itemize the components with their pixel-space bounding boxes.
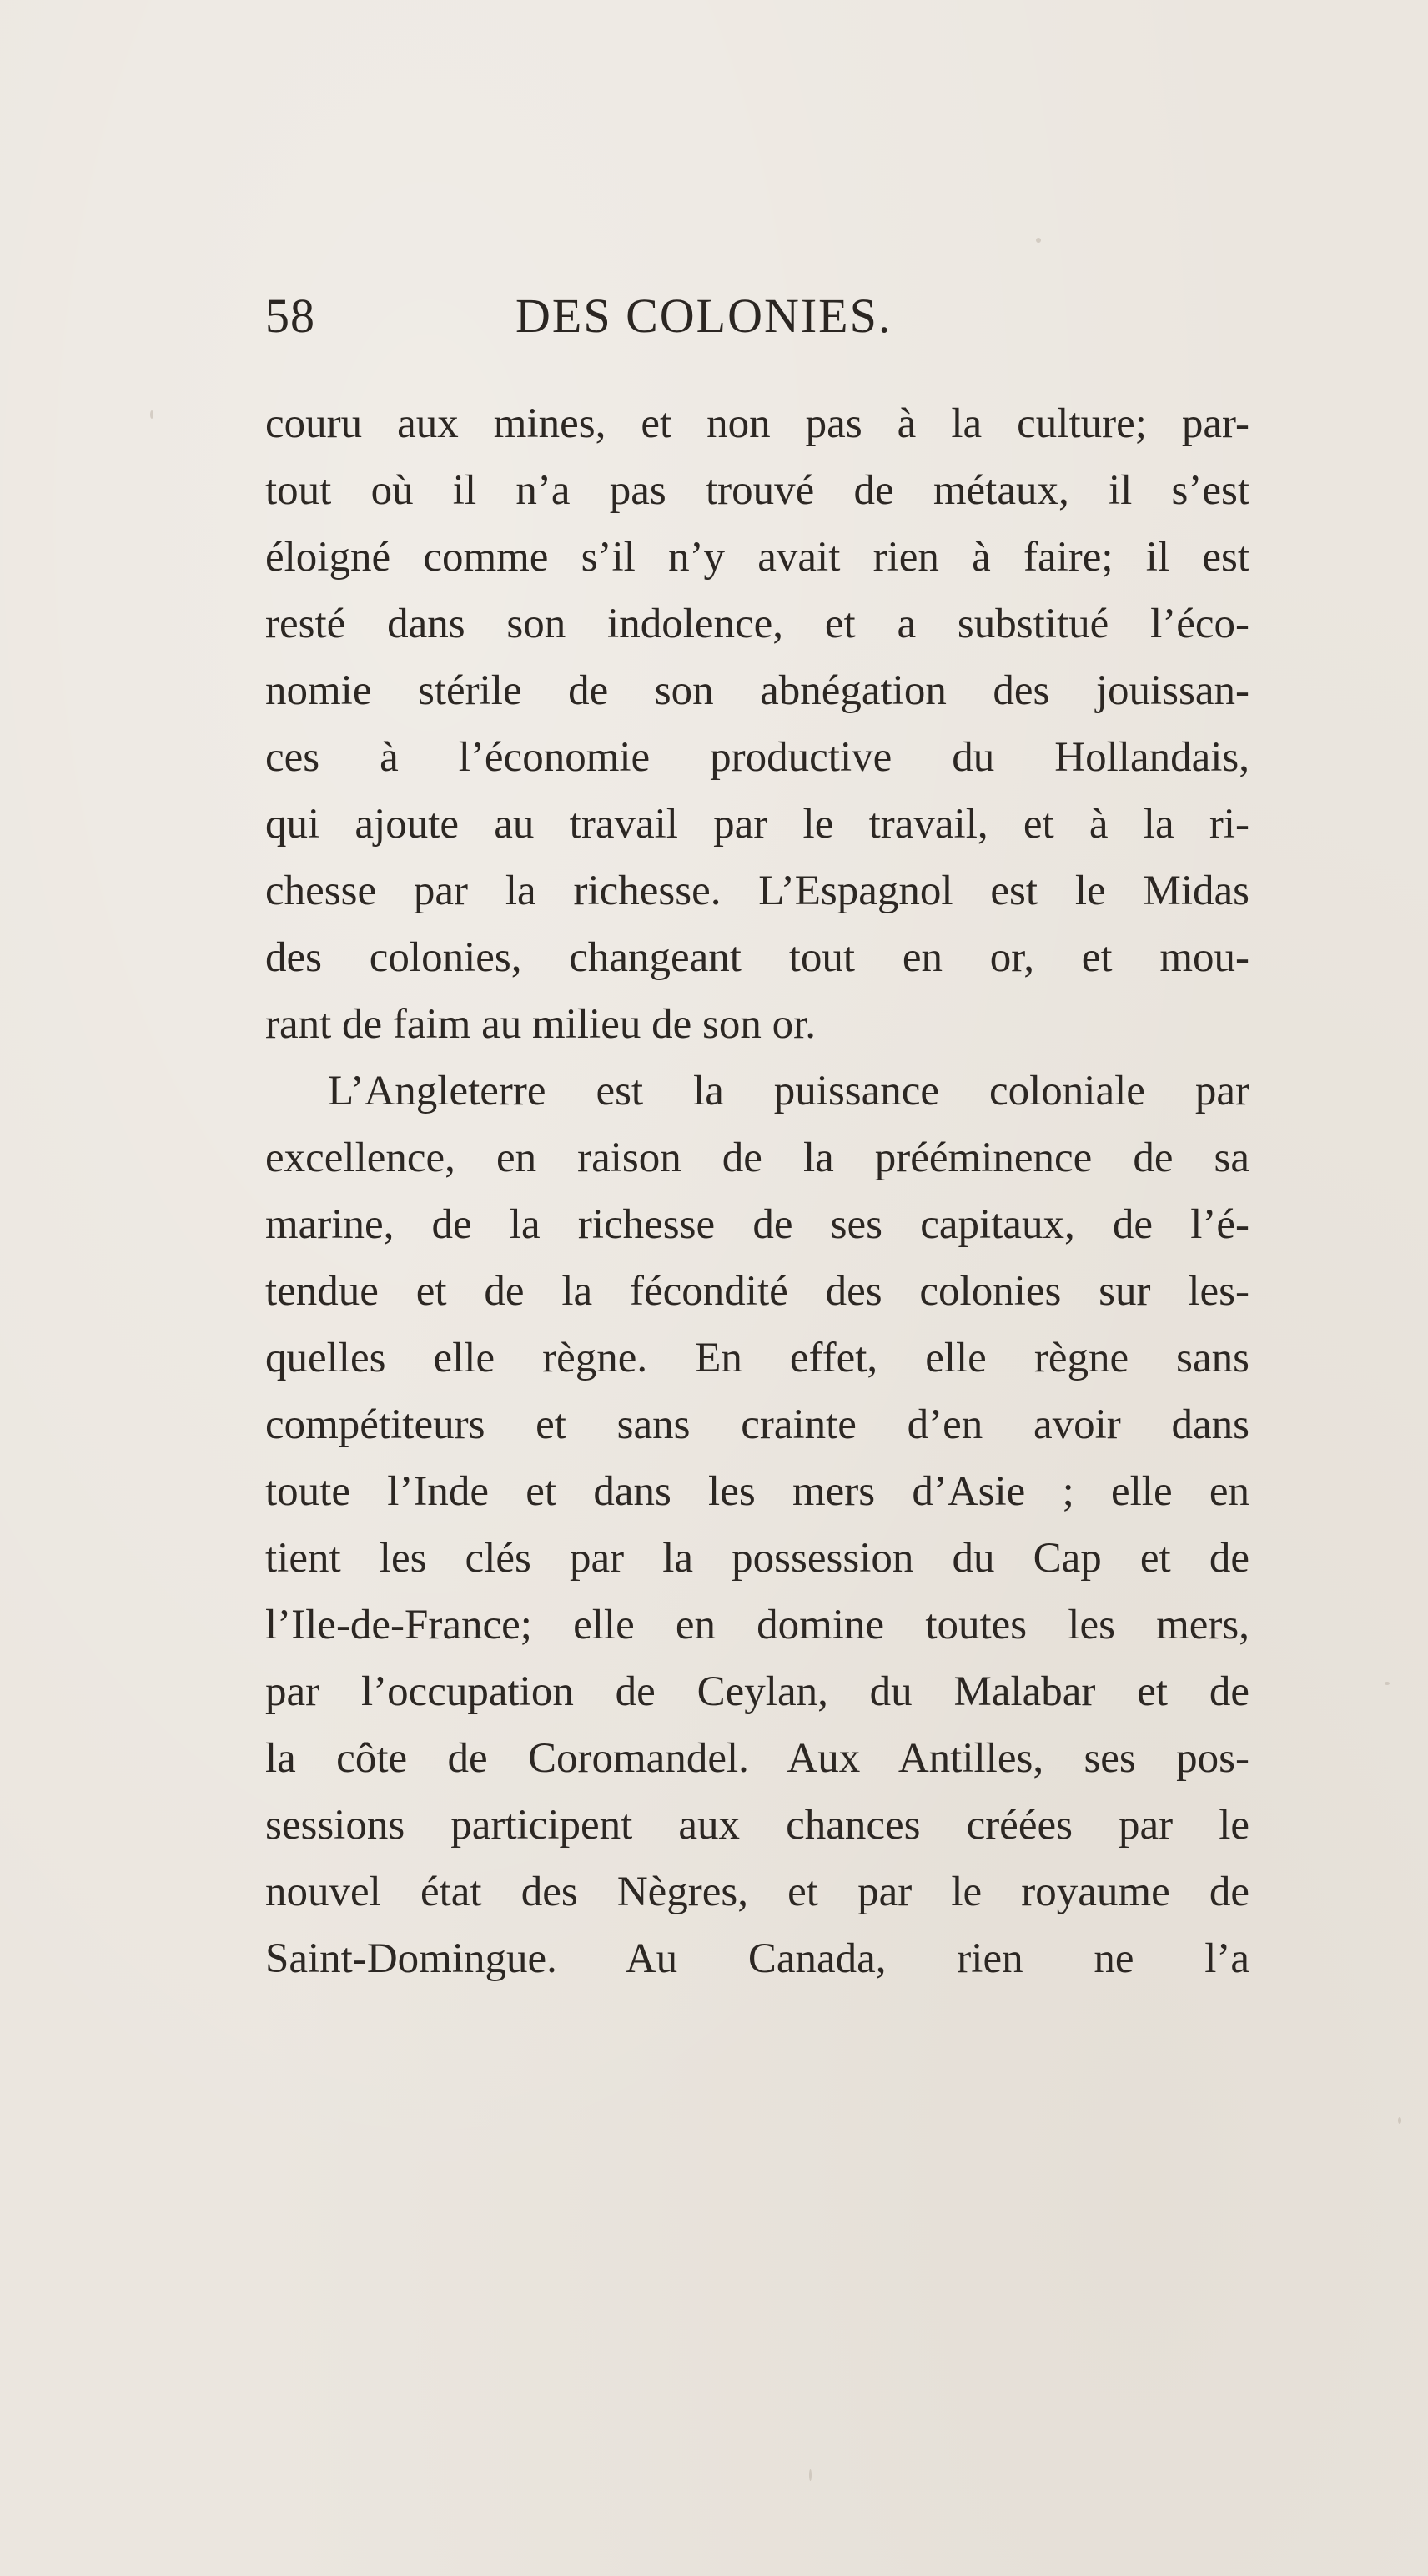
text-line: compétiteurs et sans crainte d’en avoir dans [265,1401,1250,1448]
text-line: couru aux mines, et non pas à la culture; par- [265,400,1250,447]
text-line: nomie stérile de son abnégation des jouissan- [265,667,1250,714]
text-line: rant de faim au milieu de son or. [265,1001,816,1048]
text-line: resté dans son indolence, et a substitué l’éco- [265,601,1250,647]
text-line: éloigné comme s’il n’y avait rien à faire; il est [265,534,1250,581]
paper-speck [150,410,153,419]
text-line: des colonies, changeant tout en or, et mou- [265,934,1250,981]
text-line: quelles elle règne. En effet, elle règne sans [265,1335,1250,1381]
body-text [265,390,1250,1992]
text-line: ces à l’économie productive du Hollandais, [265,734,1250,781]
paper-speck [809,2469,812,2481]
page-number: 58 [265,289,315,343]
text-line: qui ajoute au travail par le travail, et à la ri- [265,801,1250,848]
text-line: par l’occupation de Ceylan, du Malabar et de [265,1668,1250,1715]
text-line: chesse par la richesse. L’Espagnol est le Midas [265,868,1250,914]
paper-speck [1385,1682,1390,1685]
text-line: L’Angleterre est la puissance coloniale par [328,1068,1250,1114]
paragraph-1 [265,390,1250,1058]
text-line: la côte de Coromandel. Aux Antilles, ses pos- [265,1735,1250,1782]
text-line: l’Ile-de-France; elle en domine toutes les mers, [265,1602,1250,1648]
text-line: toute l’Inde et dans les mers d’Asie ; elle en [265,1468,1250,1515]
text-line: Saint-Domingue. Au Canada, rien ne l’a [265,1935,1250,1982]
paper-speck [1398,2117,1401,2124]
page-header [265,288,1250,355]
paragraph-2 [265,1058,1250,1992]
text-line: tendue et de la fécondité des colonies sur les- [265,1268,1250,1315]
text-line: sessions participent aux chances créées par le [265,1802,1250,1849]
text-line: tout où il n’a pas trouvé de métaux, il s’est [265,467,1250,514]
running-title: DES COLONIES. [515,289,892,343]
text-line: nouvel état des Nègres, et par le royaume de [265,1869,1250,1915]
text-line: marine, de la richesse de ses capitaux, de l’é- [265,1201,1250,1248]
text-line: excellence, en raison de la prééminence de sa [265,1135,1250,1181]
paper-speck [1036,238,1041,243]
text-line: tient les clés par la possession du Cap et de [265,1535,1250,1582]
